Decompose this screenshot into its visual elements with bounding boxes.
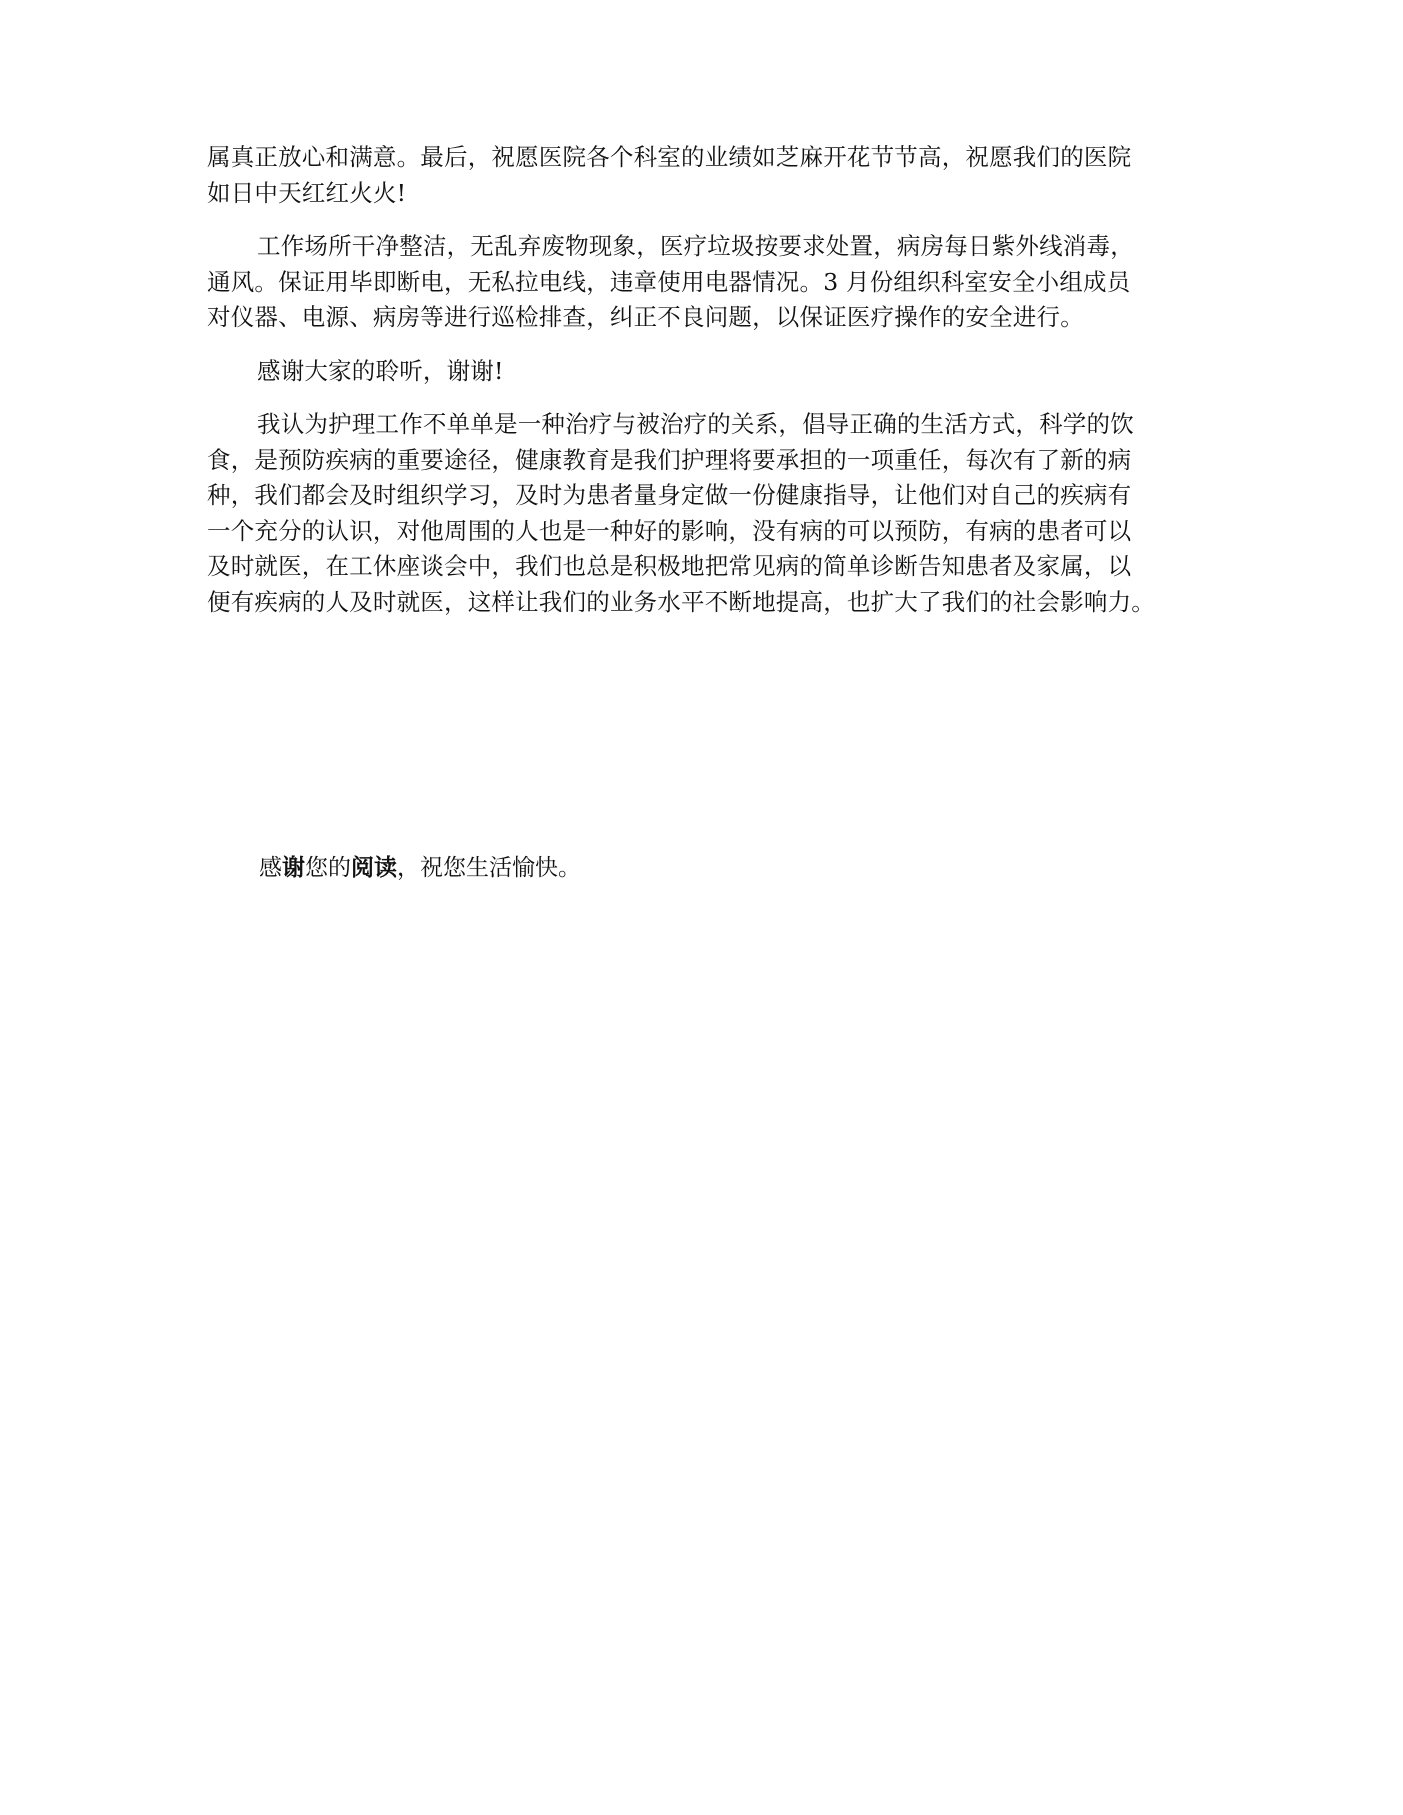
closing-text: 感 <box>259 855 282 881</box>
closing-text-bold: 谢 <box>282 855 305 881</box>
paragraph-2 <box>207 229 1197 336</box>
text-line: 我认为护理工作不单单是一种治疗与被治疗的关系，倡导正确的生活方式，科学的饮 <box>257 410 1134 438</box>
text-line: 及时就医，在工休座谈会中，我们也总是积极地把常见病的简单诊断告知患者及家属，以 <box>207 552 1132 580</box>
text-line: 对仪器、电源、病房等进行巡检排查，纠正不良问题，以保证医疗操作的安全进行。 <box>207 303 1084 331</box>
text-line: 感谢大家的聆听，谢谢! <box>257 356 504 385</box>
closing-text-bold: 阅读 <box>351 855 397 881</box>
text-line: 属真正放心和满意。最后，祝愿医院各个科室的业绩如芝麻开花节节高，祝愿我们的医院 <box>207 143 1132 171</box>
text-line: 工作场所干净整洁，无乱弃废物现象，医疗垃圾按要求处置，病房每日紫外线消毒， <box>257 232 1134 260</box>
closing-line <box>259 852 581 884</box>
text-line: 食，是预防疾病的重要途径，健康教育是我们护理将要承担的一项重任，每次有了新的病 <box>207 445 1132 474</box>
text-line: 一个充分的认识，对他周围的人也是一种好的影响，没有病的可以预防，有病的患者可以 <box>207 516 1132 545</box>
text-line: 便有疾病的人及时就医，这样让我们的业务水平不断地提高，也扩大了我们的社会影响力。 <box>207 587 1155 616</box>
paragraph-4 <box>207 407 1197 620</box>
paragraph-1 <box>207 140 1197 211</box>
text-line: 通风。保证用毕即断电，无私拉电线，违章使用电器情况。3 月份组织科室安全小组成员 <box>207 267 1131 296</box>
text-line: 如日中天红红火火! <box>207 178 407 207</box>
text-line: 种，我们都会及时组织学习，及时为患者量身定做一份健康指导，让他们对自己的疾病有 <box>207 481 1132 509</box>
document-body <box>207 140 1197 638</box>
closing-text: 您的 <box>305 855 351 881</box>
closing-text: ，祝您生活愉快。 <box>397 855 581 881</box>
paragraph-3 <box>207 354 1197 390</box>
